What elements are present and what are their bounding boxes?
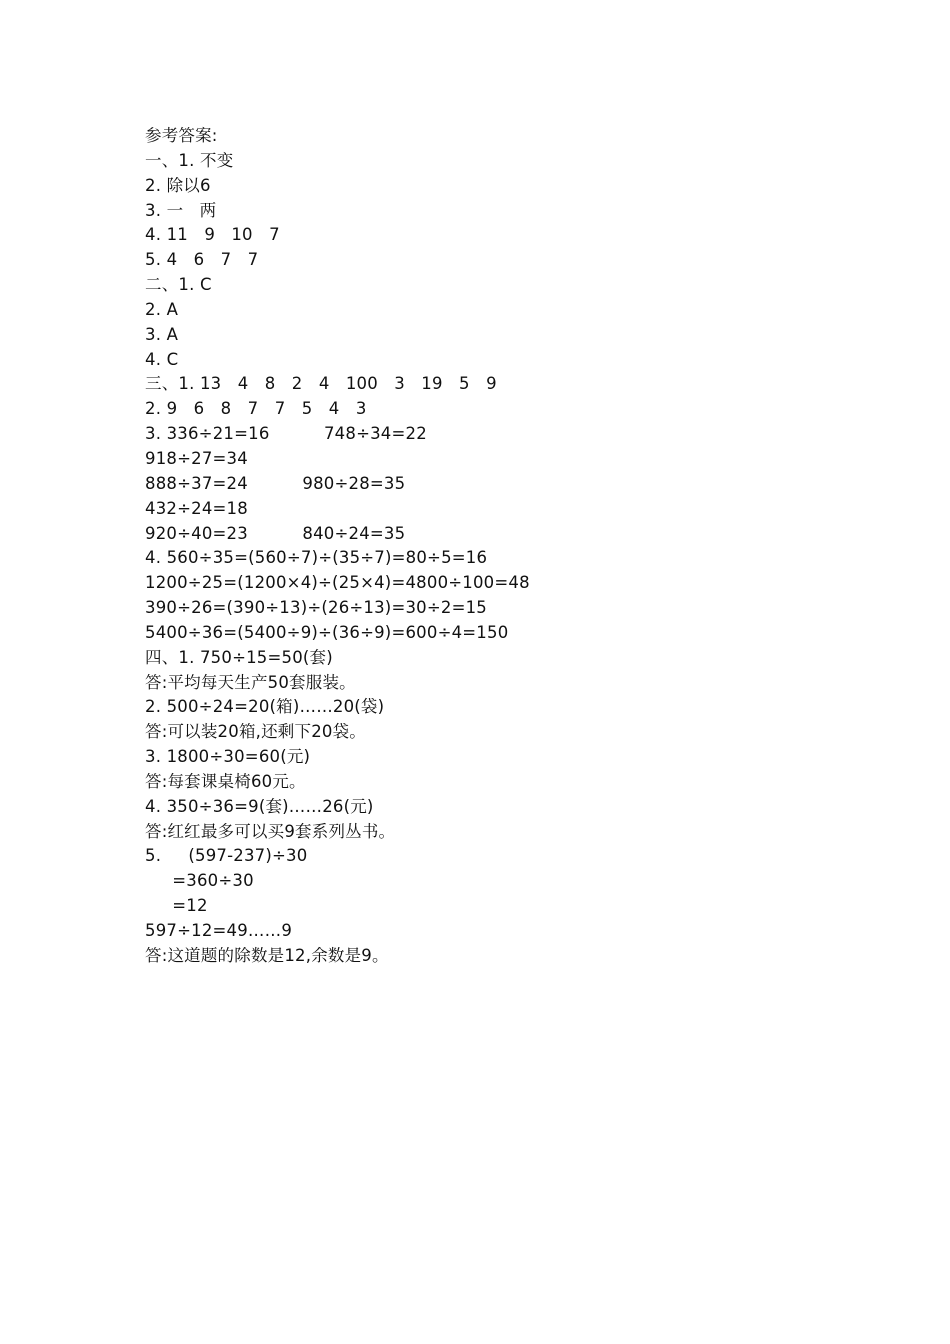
- text-line: 4. 350÷36=9(套)……26(元): [145, 796, 374, 816]
- text-line: 答:红红最多可以买9套系列丛书。: [145, 821, 396, 841]
- text-line: 答:每套课桌椅60元。: [145, 771, 306, 791]
- text-line: 2. A: [145, 299, 179, 319]
- answer-key-title: 参考答案:: [145, 126, 218, 145]
- text-line: 1200÷25=(1200×4)÷(25×4)=4800÷100=48: [145, 573, 530, 593]
- text-line: =12: [145, 896, 208, 916]
- text-line: 888÷37=24 980÷28=35: [145, 473, 406, 493]
- text-line: 答:这道题的除数是12,余数是9。: [145, 945, 389, 965]
- text-line: 3. 336÷21=16 748÷34=22: [145, 424, 427, 444]
- text-line: 2. 9 6 8 7 7 5 4 3: [145, 399, 367, 419]
- text-line: 3. 一 两: [145, 200, 217, 220]
- answer-key-text: [145, 124, 845, 969]
- text-line: 920÷40=23 840÷24=35: [145, 523, 406, 543]
- text-line: 3. 1800÷30=60(元): [145, 747, 311, 767]
- text-line: 一、1. 不变: [145, 150, 234, 170]
- text-line: 4. 560÷35=(560÷7)÷(35÷7)=80÷5=16: [145, 548, 488, 568]
- text-line: 4. 11 9 10 7: [145, 225, 280, 245]
- text-line: 5400÷36=(5400÷9)÷(36÷9)=600÷4=150: [145, 622, 509, 642]
- text-line: 二、1. C: [145, 275, 212, 295]
- text-line: 2. 500÷24=20(箱)……20(袋): [145, 697, 385, 717]
- text-line: 390÷26=(390÷13)÷(26÷13)=30÷2=15: [145, 598, 488, 618]
- text-line: =360÷30: [145, 871, 254, 891]
- text-line: 答:可以装20箱,还剩下20袋。: [145, 722, 366, 742]
- text-line: 4. C: [145, 349, 179, 369]
- text-line: 四、1. 750÷15=50(套): [145, 647, 333, 667]
- text-line: 3. A: [145, 324, 179, 344]
- text-line: 432÷24=18: [145, 498, 248, 518]
- text-line: 597÷12=49……9: [145, 921, 293, 940]
- text-line: 2. 除以6: [145, 175, 211, 195]
- text-line: 答:平均每天生产50套服装。: [145, 672, 356, 692]
- text-line: 5. (597-237)÷30: [145, 846, 308, 866]
- text-line: 918÷27=34: [145, 448, 248, 468]
- text-line: 三、1. 13 4 8 2 4 100 3 19 5 9: [145, 374, 497, 394]
- text-line: 5. 4 6 7 7: [145, 250, 259, 270]
